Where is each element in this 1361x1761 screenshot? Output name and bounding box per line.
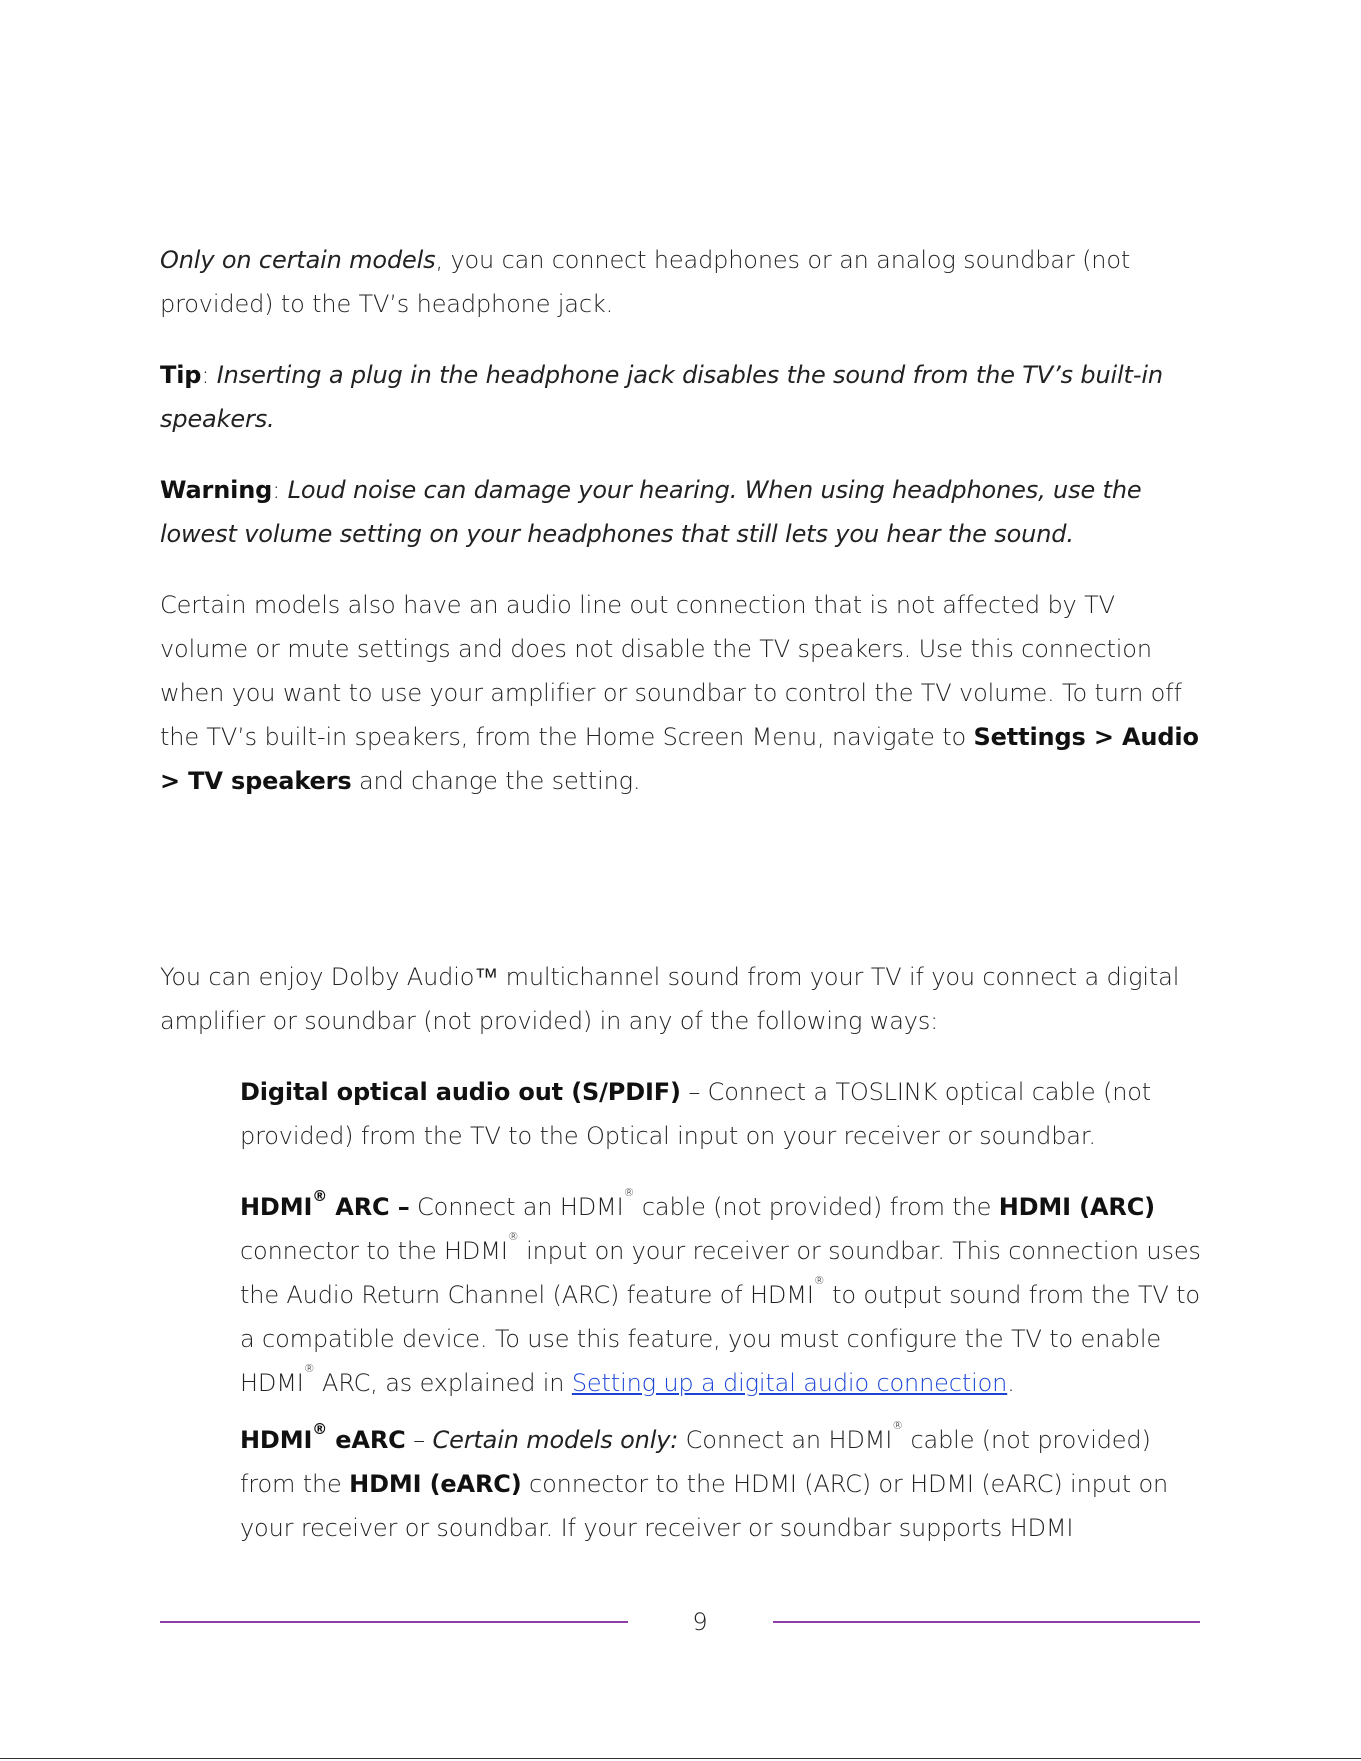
warning-text: Loud noise can damage your hearing. When using headphones, use the lowest volume setting on your headphones that still lets you hear the sound.: [160, 476, 1142, 548]
arc-text: cable (not provided) from the: [634, 1193, 999, 1221]
tip-text: Inserting a plug in the headphone jack disables the sound from the TV’s built-in speakers.: [160, 361, 1163, 433]
earc-text: connector to the HDMI (ARC) or HDMI (eARC) input on your receiver or soundbar. If your receiver or soundbar supports HDMI: [240, 1470, 1169, 1542]
models-qualifier: Only on certain models: [160, 246, 436, 274]
footer-rule-left: [160, 1621, 628, 1623]
arc-text: .: [1007, 1369, 1015, 1397]
optical-item: [240, 1070, 1210, 1158]
earc-text: Connect an HDMI: [678, 1426, 893, 1454]
earc-text: cable (not provided) from the: [240, 1426, 1151, 1498]
earc-qualifier: Certain models only:: [432, 1426, 679, 1454]
optical-title: Digital optical audio out (S/PDIF): [240, 1078, 681, 1106]
footer-rule-right: [773, 1621, 1200, 1623]
arc-text: ARC, as explained in: [314, 1369, 572, 1397]
line-out-text-end: and change the setting.: [351, 767, 641, 795]
arc-text: Connect an HDMI: [409, 1193, 624, 1221]
headphone-jack-text: , you can connect headphones or an analog soundbar (not provided) to the TV’s headphone jack.: [160, 246, 1131, 318]
warning-paragraph: [160, 468, 1210, 556]
earc-title: [240, 1420, 406, 1454]
registered-mark: ®: [507, 1230, 519, 1243]
earc-item: [240, 1418, 1210, 1550]
arc-title: [240, 1187, 410, 1221]
settings-path: Settings > Audio > TV speakers: [160, 723, 1199, 795]
warning-separator: :: [272, 476, 288, 504]
arc-title-hdmi: HDMI: [240, 1193, 313, 1221]
page-bottom-edge: [0, 1758, 1361, 1759]
arc-text: input on your receiver or soundbar. This connection uses the Audio Return Channel (ARC) feature of HDMI: [240, 1237, 1201, 1309]
arc-text: connector to the HDMI: [240, 1237, 508, 1265]
warning-label: Warning: [160, 476, 273, 504]
tip-paragraph: [160, 353, 1210, 441]
registered-mark: ®: [813, 1274, 825, 1287]
line-out-paragraph: [160, 583, 1210, 803]
earc-title-rest: eARC: [327, 1426, 406, 1454]
digital-audio-setup-link[interactable]: Setting up a digital audio connection: [571, 1369, 1008, 1397]
registered-mark: ®: [312, 1187, 328, 1205]
tip-label: Tip: [160, 361, 202, 389]
earc-title-hdmi: HDMI: [240, 1426, 313, 1454]
earc-dash: –: [405, 1426, 433, 1454]
arc-title-rest: ARC –: [327, 1193, 410, 1221]
registered-mark: ®: [312, 1420, 328, 1438]
dolby-intro-paragraph: You can enjoy Dolby Audio™ multichannel sound from your TV if you connect a digital amplifier or soundbar (not provided) in any of the following ways:: [160, 963, 1180, 1035]
registered-mark: ®: [892, 1419, 904, 1432]
arc-text: to output sound from the TV to a compatible device. To use this feature, you must configure the TV to enable HDMI: [240, 1281, 1200, 1397]
earc-connector-label: HDMI (eARC): [349, 1470, 522, 1498]
registered-mark: ®: [303, 1362, 315, 1375]
arc-item: [240, 1185, 1210, 1405]
headphone-jack-paragraph: [160, 238, 1210, 326]
page-number: 9: [692, 1608, 708, 1636]
optical-text: – Connect a TOSLINK optical cable (not provided) from the TV to the Optical input on your receiver or soundbar.: [240, 1078, 1152, 1150]
line-out-text: Certain models also have an audio line out connection that is not affected by TV volume or mute settings and does not disable the TV speakers. Use this connection when you want to use your amplifier or soundbar to control the TV volume. To turn off the TV’s built-in speakers, from the Home Screen Menu, navigate to: [160, 591, 1182, 751]
registered-mark: ®: [623, 1186, 635, 1199]
arc-connector-label: HDMI (ARC): [998, 1193, 1156, 1221]
tip-separator: :: [201, 361, 217, 389]
